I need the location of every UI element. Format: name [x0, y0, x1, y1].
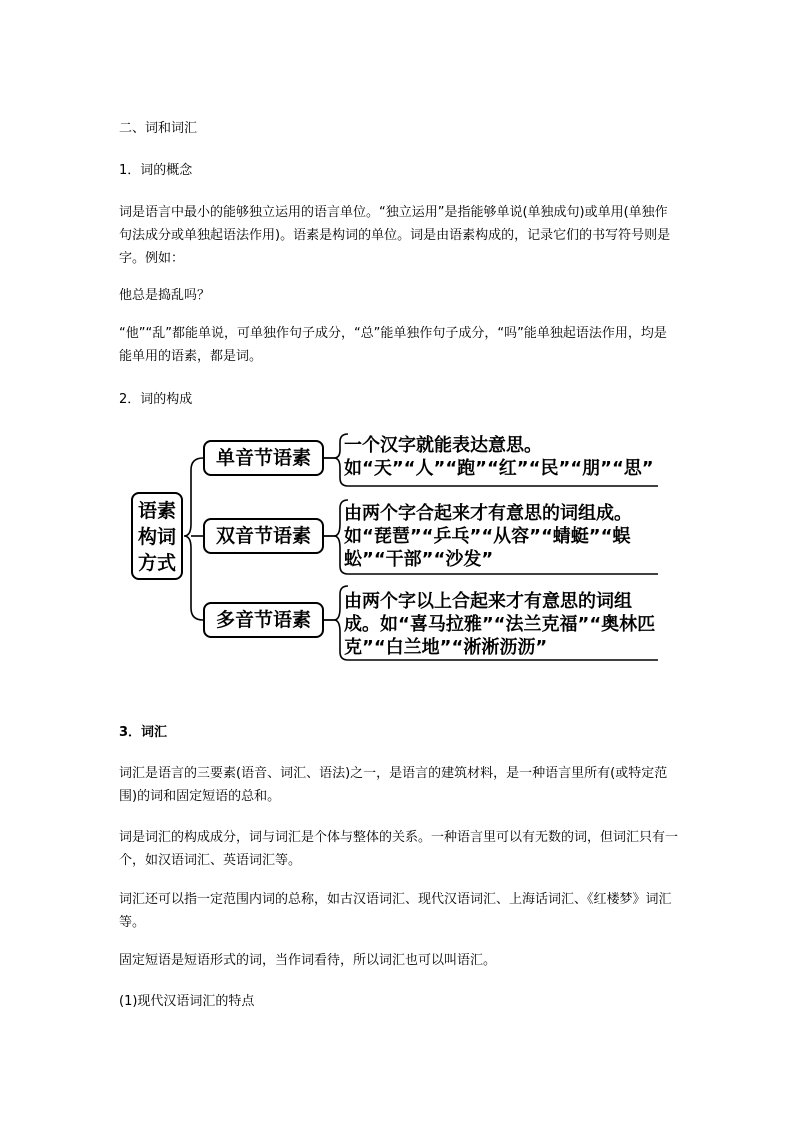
subheading-modern-chinese-vocabulary-features: (1)现代汉语词汇的特点 — [119, 994, 255, 1009]
morpheme-word-formation-diagram — [128, 430, 668, 670]
example-sentence: 他总是捣乱吗？ — [119, 288, 211, 303]
subheading-vocabulary: 3．词汇 — [119, 725, 168, 740]
paragraph-fixed-phrases: 固定短语是短语形式的词，当作词看待，所以词汇也可以叫语汇。 — [119, 953, 497, 968]
branch-desc-polysyllabic: 由两个字以上合起来才有意思的词组成。如“喜马拉雅”“法兰克福”“奥林匹克”“白兰地”“淅淅沥沥” — [344, 591, 656, 658]
paragraph-example-explanation: “他”“乱”都能单说，可单独作句子成分，“总”能单独作句子成分，“吗”能单独起语法作用，均是能单用的语素，都是词。 — [119, 326, 667, 364]
subheading-word-formation: 2．词的构成 — [119, 392, 193, 407]
branch-box-monosyllabic: 单音节语素 — [203, 440, 324, 476]
paragraph-vocabulary-scope: 词汇还可以指一定范围内词的总称，如古汉语词汇、现代汉语词汇、上海话词汇、《红楼梦》词汇等。 — [119, 892, 672, 930]
subheading-word-concept: 1．词的概念 — [119, 163, 193, 178]
paragraph-word-vs-vocabulary: 词是词汇的构成成分，词与词汇是个体与整体的关系。一种语言里可以有无数的词，但词汇只有一个，如汉语词汇、英语词汇等。 — [119, 830, 679, 868]
branch-box-disyllabic: 双音节语素 — [203, 518, 324, 554]
paragraph-word-definition: 词是语言中最小的能够独立运用的语言单位。“独立运用”是指能够单说(单独成句)或单用(单独作句法成分或单独起语法作用)。语素是构词的单位。词是由语素构成的，记录它们的书写符号则是字。例如： — [119, 205, 671, 266]
diagram-root-box: 语素构词方式 — [131, 492, 183, 580]
branch-desc-monosyllabic: 一个汉字就能表达意思。如“天”“人”“跑”“红”“民”“朋”“思” — [344, 435, 654, 479]
section-heading-words-and-vocabulary: 二、词和词汇 — [119, 121, 198, 136]
paragraph-vocabulary-definition: 词汇是语言的三要素(语音、词汇、语法)之一，是语言的建筑材料，是一种语言里所有(或特定范围)的词和固定短语的总和。 — [119, 766, 668, 804]
branch-box-polysyllabic: 多音节语素 — [203, 602, 324, 638]
branch-desc-disyllabic: 由两个字合起来才有意思的词组成。如“琵琶”“乒乓”“从容”“蜻蜓”“蜈蚣”“干部”“沙发” — [344, 503, 632, 570]
